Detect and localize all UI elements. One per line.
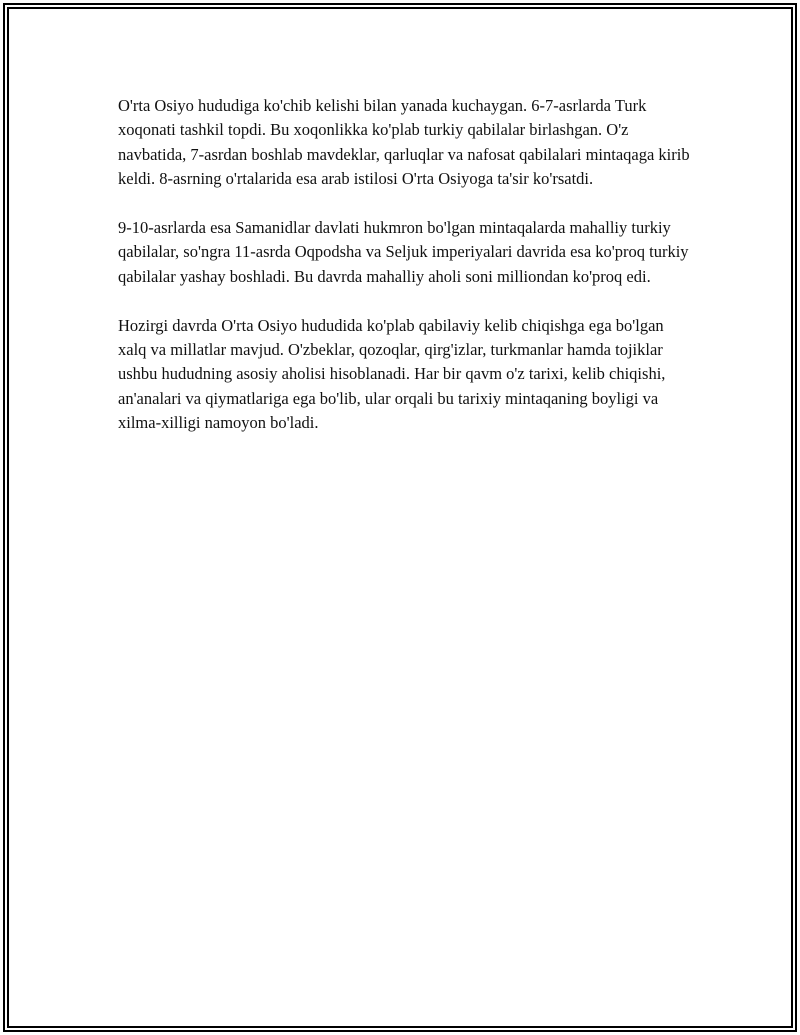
paragraph-3: Hozirgi davrda O'rta Osiyo hududida ko'plab qabilaviy kelib chiqishga ega bo'lgan xalq va millatlar mavjud. O'zbeklar, qozoqlar, qirg'izlar, turkmanlar hamda tojiklar ushbu hududning asosiy aholisi hisoblanadi. Har bir qavm o'z tarixi, kelib chiqishi, an'analari va qiymatlariga ega bo'lib, ular orqali bu tarixiy mintaqaning boyligi va xilma-xilligi namoyon bo'ladi.: [118, 315, 666, 433]
paragraph-2: 9-10-asrlarda esa Samanidlar davlati hukmron bo'lgan mintaqalarda mahalliy turkiy qabilalar, so'ngra 11-asrda Oqpodsha va Seljuk imperiyalari davrida esa ko'proq turkiy qabilalar yashay boshladi. Bu davrda mahalliy aholi soni milliondan ko'proq edi.: [118, 218, 689, 286]
paragraph-1: O'rta Osiyo hududiga ko'chib kelishi bilan yanada kuchaygan. 6-7-asrlarda Turk xoqonati tashkil topdi. Bu xoqonlikka ko'plab turkiy qabilalar birlashgan. O'z navbatida, 7-asrdan boshlab mavdeklar, qarluqlar va nafosat qabilalari mintaqaga kirib keldi. 8-asrning o'rtalarida esa arab istilosi O'rta Osiyoga ta'sir ko'rsatdi.: [118, 96, 690, 189]
document-body: [118, 94, 693, 460]
